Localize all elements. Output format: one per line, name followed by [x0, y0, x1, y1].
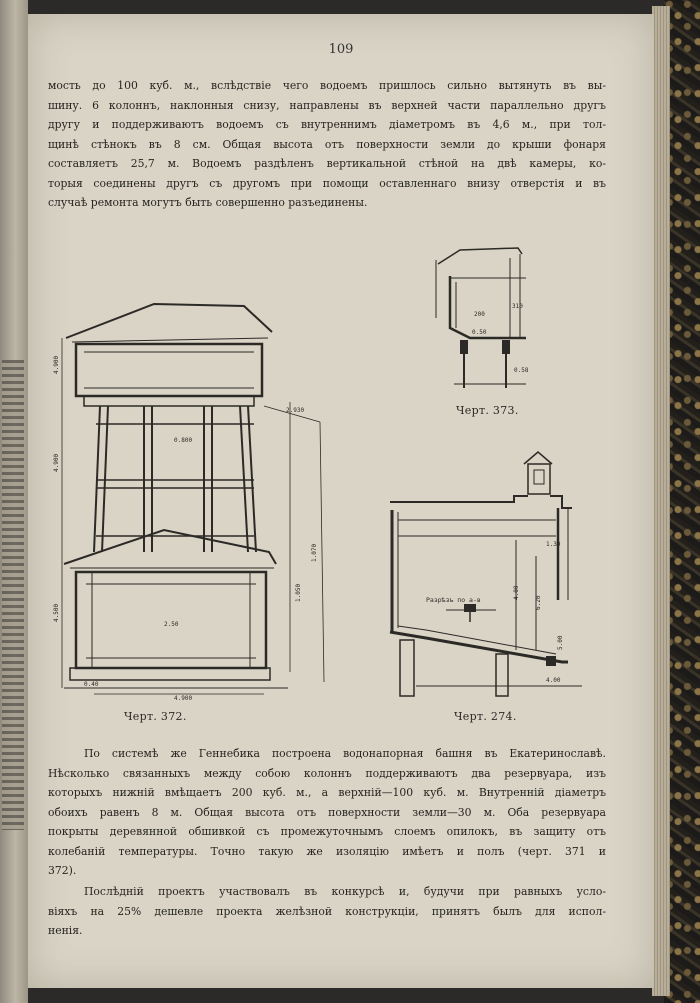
text-line: другу и поддерживаютъ водоемъ съ внутреннимъ діаметромъ въ 4,6 м., при тол-	[48, 118, 606, 131]
dim-label: 310	[512, 303, 523, 310]
paragraph-top	[48, 76, 606, 213]
text-line: покрыты деревянной обшивкой съ промежуточнымъ слоемъ опилокъ, въ защиту отъ	[48, 825, 606, 838]
dim-label: 4.900	[53, 453, 60, 472]
section-label: Разрѣзъ по a-в	[426, 596, 481, 604]
dim-label: 4.500	[53, 603, 60, 622]
dim-label: 1.050	[295, 583, 302, 602]
dim-label: 0.58	[514, 367, 529, 374]
figure-373-drawing	[430, 238, 540, 398]
text-line: 372).	[48, 864, 77, 877]
dim-label: 200	[474, 311, 485, 318]
text-line: случаѣ ремонта могутъ быть совершенно разъединены.	[48, 196, 368, 209]
text-line: По системѣ же Геннебика построена водонапорная башня въ Екатеринославѣ.	[84, 747, 606, 760]
figure-372-caption: Черт. 372.	[124, 710, 187, 723]
dim-label: 4.900	[174, 695, 193, 702]
text-line: колебаній температуры. Точно такую же изоляцію имѣетъ и полъ (черт. 371 и	[48, 844, 606, 858]
text-line: віяхъ на 25% дешевле проекта желѣзной конструкціи, принятъ былъ для испол-	[48, 904, 606, 918]
text-line: обоихъ равенъ 8 м. Общая высота отъ поверхности земли—30 м. Оба резервуара	[48, 805, 606, 819]
text-line: торыя соединены другъ съ другомъ при помощи оставленнаго внизу отверстія и въ	[48, 176, 606, 190]
text-line: мость до 100 куб. м., вслѣдствіе чего водоемъ пришлось сильно вытянуть въ вы-	[48, 79, 606, 92]
dim-label: 0.800	[174, 437, 193, 444]
dim-label: 4.00	[546, 677, 561, 684]
dim-label: 0.40	[84, 681, 99, 688]
text-line: шину. 6 колоннъ, наклонныя снизу, направлены въ верхней части параллельно другъ	[48, 98, 606, 112]
dim-label: 4.00	[513, 585, 520, 600]
dim-label: 6.20	[535, 595, 542, 610]
book-page	[28, 14, 654, 988]
paragraph-bottom	[48, 744, 606, 881]
page-number: 109	[328, 42, 354, 57]
dim-label: 2.50	[164, 621, 179, 628]
paragraph-last	[48, 882, 606, 941]
figure-372-drawing	[54, 302, 334, 702]
dim-label: 2.930	[286, 407, 305, 414]
dim-label: 4.900	[53, 355, 60, 374]
adjacent-page-edge	[0, 0, 28, 1003]
dim-label: 1.30	[546, 541, 561, 548]
text-line: щинѣ стѣнокъ въ 8 см. Общая высота отъ поверхности земли до крыши фонаря	[48, 137, 606, 151]
dim-label: 5.00	[557, 635, 564, 650]
text-line: Нѣсколько связанныхъ между собою колоннъ поддерживаютъ два резервуара, изъ	[48, 766, 606, 780]
figure-374-caption: Черт. 274.	[454, 710, 517, 723]
adjacent-page-figure	[2, 360, 24, 830]
figure-374-drawing	[386, 450, 586, 700]
dim-label: 1.070	[311, 543, 318, 562]
text-line: Послѣдній проектъ участвовалъ въ конкурсѣ и, будучи при равныхъ усло-	[84, 885, 606, 898]
text-line: которыхъ нижній вмѣщаетъ 200 куб. м., а верхній—100 куб. м. Внутренній діаметръ	[48, 786, 606, 799]
text-line: составляетъ 25,7 м. Водоемъ раздѣленъ вертикальной стѣной на двѣ камеры, ко-	[48, 157, 606, 170]
text-line: ненія.	[48, 924, 83, 937]
dim-label: 0.50	[472, 329, 487, 336]
figure-373-caption: Черт. 373.	[456, 404, 519, 417]
page-stack-edge	[652, 6, 670, 996]
